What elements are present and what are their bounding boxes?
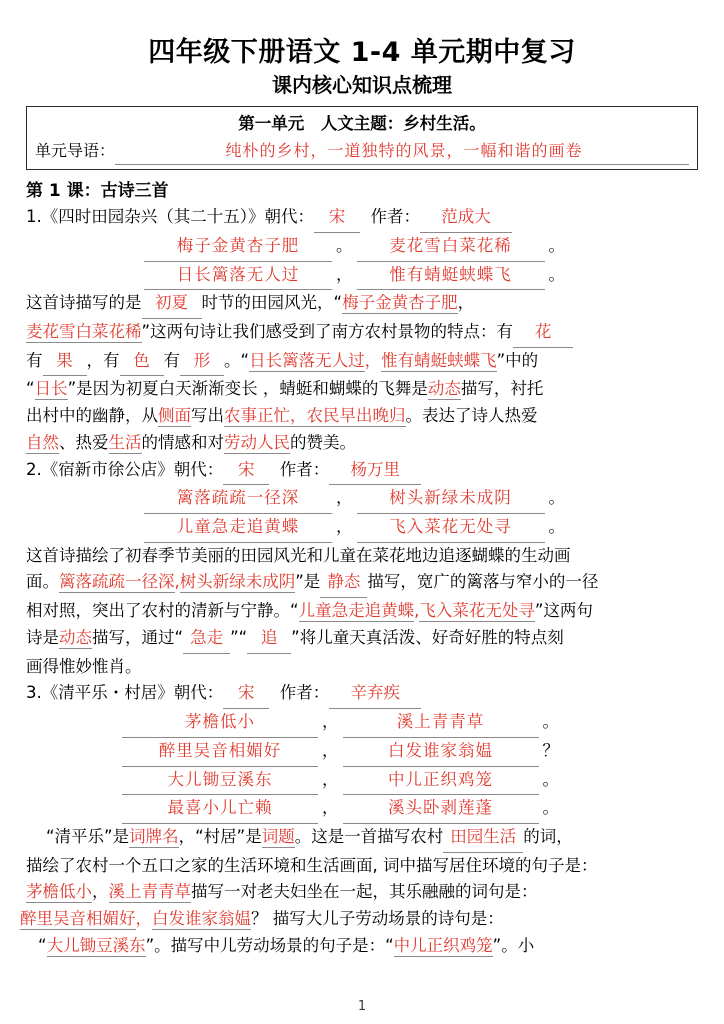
poem-line-end: 。 <box>548 264 565 284</box>
analysis-paragraph-2 <box>26 543 698 681</box>
text-run: ”是因为初夏白天渐渐变长 ，蜻蜓和蝴蝶的飞舞是 <box>67 379 428 399</box>
poem-line-sep: ， <box>336 517 353 537</box>
text-run: 有 <box>163 350 180 370</box>
unit-info-box <box>26 106 698 170</box>
text-run: 写出 <box>191 406 224 426</box>
text-run: ，“村居”是 <box>178 826 262 846</box>
poem-line-sep: ， <box>322 712 339 732</box>
text-run: 、热爱 <box>59 432 109 452</box>
poem-line-sep: ， <box>322 740 339 760</box>
poem-line-right[interactable]: 白发谁家翁媪 <box>343 738 539 767</box>
text-run: 时节的田园风光，“ <box>201 293 343 313</box>
text-run: ”。描写中儿劳动场景的句子是：“ <box>145 935 394 955</box>
analysis-line <box>26 879 698 906</box>
poem-line-end: 。 <box>548 235 565 255</box>
text-run: 。表达了诗人热爱 <box>405 406 538 426</box>
quoted-answer[interactable]: 中儿正织鸡笼 <box>393 935 493 955</box>
answer-blank[interactable]: 花 <box>513 319 573 348</box>
poem-title: 《清平乐・村居》 <box>41 683 174 703</box>
page-title: 四年级下册语文 1-4 单元期中复习 <box>148 37 576 68</box>
analysis-paragraph-3 <box>20 824 698 960</box>
quoted-answer[interactable]: 树头新绿未成阴 <box>179 572 296 592</box>
text-run: ”中的 <box>496 350 539 370</box>
analysis-line: 描绘了农村一个五口之家的生活环境和生活画面, 词中描写居住环境的句子是： <box>26 855 598 875</box>
unit-guide-label: 单元导语： <box>35 140 116 160</box>
poem-line-left[interactable]: 最喜小儿亡赖 <box>122 795 318 824</box>
unit-guide-answer[interactable]: 纯朴的乡村，一道独特的风景，一幅和谐的画卷 <box>115 139 689 165</box>
answer-blank[interactable]: 色 <box>120 348 164 377</box>
quoted-answer[interactable]: 农事正忙，农民早出晚归 <box>224 406 406 426</box>
analysis-line: 画得惟妙惟肖。 <box>26 656 142 676</box>
answer-blank[interactable]: 果 <box>43 348 87 377</box>
text-run: 的赞美。 <box>290 432 356 452</box>
author-label: 作者： <box>279 683 330 703</box>
answer-blank[interactable]: 形 <box>180 348 224 377</box>
poem-line <box>26 738 698 767</box>
quoted-answer[interactable]: 白发谁家翁媪 <box>152 909 251 929</box>
quoted-answer[interactable]: 大儿锄豆溪东 <box>46 935 146 955</box>
author-answer[interactable]: 杨万里 <box>329 457 421 486</box>
poem-line <box>26 709 698 738</box>
quoted-answer[interactable]: 日长篱落无人过 <box>249 350 365 370</box>
poem-line-end: 。 <box>548 488 565 508</box>
analysis-line <box>26 824 698 853</box>
text-run: ， <box>135 909 152 929</box>
poem-line-sep: ， <box>322 769 339 789</box>
analysis-line <box>26 403 698 430</box>
text-run: ”这两句诗让我们感受到了南方农村景物的特点：有 <box>141 322 514 342</box>
quoted-answer[interactable]: 茅檐低小 <box>26 882 92 902</box>
quoted-answer[interactable]: 溪上青青草 <box>108 882 191 902</box>
poem-line-left[interactable]: 梅子金黄杏子肥 <box>144 233 332 262</box>
page-number: 1 <box>357 999 367 1014</box>
poem-line-end: 。 <box>542 769 559 789</box>
author-answer[interactable]: 范成大 <box>420 204 512 233</box>
poem-line-end: 。 <box>542 798 559 818</box>
poem-entry-header <box>26 204 698 233</box>
analysis-line <box>26 290 698 319</box>
poem-line <box>26 514 698 543</box>
text-run: “清平乐”是 <box>46 826 130 846</box>
text-run: ”。小 <box>492 935 535 955</box>
poem-line-right[interactable]: 溪头卧剥莲蓬 <box>343 795 539 824</box>
text-run: “ <box>38 935 47 955</box>
dynasty-answer[interactable]: 宋 <box>223 680 269 709</box>
text-run: 。这是一首描写农村 <box>294 826 444 846</box>
poem-title: 《宿新市徐公店》 <box>41 459 174 479</box>
text-run: ”这两句 <box>534 601 593 621</box>
poem-line-left[interactable]: 篱落疏疏一径深 <box>144 485 332 514</box>
text-run: 诗是 <box>26 627 59 647</box>
analysis-line <box>26 933 698 960</box>
quoted-answer[interactable]: 词牌名 <box>129 826 179 846</box>
text-run: 描写，宽广的篱落与窄小的一径 <box>367 572 599 592</box>
quoted-answer[interactable]: 动态 <box>427 379 461 399</box>
analysis-line <box>26 598 698 625</box>
text-run: ， <box>457 293 475 313</box>
poem-line-right[interactable]: 中儿正织鸡笼 <box>343 767 539 796</box>
page-subtitle: 课内核心知识点梳理 <box>272 72 452 97</box>
quoted-answer[interactable]: 篱落疏疏一径深 <box>59 572 175 592</box>
text-run: ”将儿童天真活泼、好奇好胜的特点刻 <box>291 627 564 647</box>
poem-line-right[interactable]: 树头新绿未成阴 <box>357 485 545 514</box>
quoted-answer[interactable]: 自然 <box>26 432 59 452</box>
poem-line <box>26 233 698 262</box>
text-run: 描写，通过“ <box>92 627 184 647</box>
answer-blank[interactable]: 急走 <box>183 625 230 654</box>
answer-blank[interactable]: 田园生活 <box>443 824 523 853</box>
quoted-answer[interactable]: 劳动人民 <box>224 432 290 452</box>
unit-guide-row <box>35 139 689 165</box>
text-run: 描写一对老夫妇坐在一起，其乐融融的词句是： <box>191 882 538 902</box>
poem-line-left[interactable]: 儿童急走追黄蝶 <box>144 514 332 543</box>
analysis-paragraph-1 <box>26 290 698 456</box>
quoted-answer[interactable]: 侧面 <box>158 406 191 426</box>
poem-line-sep: ， <box>336 488 353 508</box>
quoted-answer[interactable]: 飞入菜花无处寻 <box>419 601 535 621</box>
text-run: , <box>414 601 420 621</box>
text-run: 。“ <box>224 350 250 370</box>
poem-line-sep: ， <box>336 264 353 284</box>
poem-line <box>26 767 698 796</box>
text-run: ”“ <box>230 627 248 647</box>
analysis-line <box>26 319 698 348</box>
poem-index: 3. <box>26 683 42 703</box>
analysis-line <box>26 430 698 457</box>
dynasty-label: 朝代： <box>173 459 224 479</box>
text-run: ，有 <box>86 350 120 370</box>
quoted-answer[interactable]: 醉里吴音相媚好 <box>20 909 136 929</box>
unit-heading: 第一单元 人文主题：乡村生活。 <box>238 113 486 133</box>
text-run: ”是 <box>295 572 321 592</box>
poem-index: 2. <box>26 459 42 479</box>
text-run: ， <box>364 350 382 370</box>
text-run: 有 <box>26 350 43 370</box>
quoted-answer[interactable]: 惟有蜻蜓蛱蝶飞 <box>381 350 497 370</box>
analysis-line <box>20 906 698 933</box>
poem-line-left[interactable]: 大儿锄豆溪东 <box>122 767 318 796</box>
text-run: 相对照，突出了农村的清新与宁静。“ <box>26 601 299 621</box>
quoted-answer[interactable]: 词题 <box>261 826 295 846</box>
poem-entry-header <box>26 457 698 486</box>
dynasty-label: 朝代： <box>264 207 314 227</box>
poem-line-end: 。 <box>542 712 559 732</box>
dynasty-answer[interactable]: 宋 <box>314 204 360 233</box>
author-label: 作者： <box>370 207 420 227</box>
poem-line-end: ？ <box>542 740 559 760</box>
quoted-answer[interactable]: 梅子金黄杏子肥 <box>342 293 458 313</box>
poem-line-left[interactable]: 茅檐低小 <box>122 709 318 738</box>
text-run: ？ 描写大儿子劳动场景的诗句是： <box>251 909 504 929</box>
poem-line-left[interactable]: 日长篱落无人过 <box>144 262 332 291</box>
text-run: 这首诗描写的是 <box>26 293 142 313</box>
lesson-heading: 第 1 课：古诗三首 <box>26 180 169 201</box>
text-run: 出村中的幽静，从 <box>26 406 158 426</box>
poem-line <box>26 485 698 514</box>
quoted-answer[interactable]: 动态 <box>59 627 92 647</box>
poem-entry-header <box>26 680 698 709</box>
analysis-line <box>26 348 698 377</box>
poem-line-right[interactable]: 惟有蜻蜓蛱蝶飞 <box>357 262 545 291</box>
quoted-answer[interactable]: 麦花雪白菜花稀 <box>26 322 142 342</box>
poem-line-right[interactable]: 飞入菜花无处寻 <box>357 514 545 543</box>
dynasty-label: 朝代： <box>173 683 224 703</box>
text-run: 描写，衬托 <box>460 379 544 399</box>
answer-blank[interactable]: 追 <box>247 625 291 654</box>
poem-line-sep: ， <box>322 798 339 818</box>
analysis-line: 这首诗描绘了初春季节美丽的田园风光和儿童在菜花地边追逐蝴蝶的生动画 <box>26 545 571 565</box>
quoted-answer[interactable]: 儿童急走追黄蝶 <box>298 601 415 621</box>
poem-line-right[interactable]: 麦花雪白菜花稀 <box>357 233 545 262</box>
poem-line-sep: 。 <box>336 235 353 255</box>
quoted-answer[interactable]: 日长 <box>34 379 68 399</box>
text-run: ， <box>92 882 109 902</box>
text-run: 的情感和对 <box>141 432 224 452</box>
answer-blank[interactable]: 初夏 <box>142 290 202 319</box>
text-run: “ <box>26 379 35 399</box>
poem-line-right[interactable]: 溪上青青草 <box>343 709 539 738</box>
text-run: 面。 <box>26 572 59 592</box>
poem-line-end: 。 <box>548 517 565 537</box>
analysis-line <box>26 625 698 654</box>
analysis-line <box>26 569 698 598</box>
poem-line-left[interactable]: 醉里吴音相媚好 <box>122 738 318 767</box>
poem-line <box>26 262 698 291</box>
poem-line <box>26 795 698 824</box>
poem-index: 1. <box>26 207 42 227</box>
analysis-line <box>26 376 698 403</box>
author-label: 作者： <box>279 459 330 479</box>
quoted-answer[interactable]: 生活 <box>108 432 142 452</box>
author-answer[interactable]: 辛弃疾 <box>329 680 421 709</box>
text-run: , <box>174 572 180 592</box>
dynasty-answer[interactable]: 宋 <box>223 457 269 486</box>
answer-blank[interactable]: 静态 <box>320 569 367 598</box>
poem-title: 《四时田园杂兴（其二十五）》 <box>41 207 265 227</box>
text-run: 的词， <box>523 826 573 846</box>
